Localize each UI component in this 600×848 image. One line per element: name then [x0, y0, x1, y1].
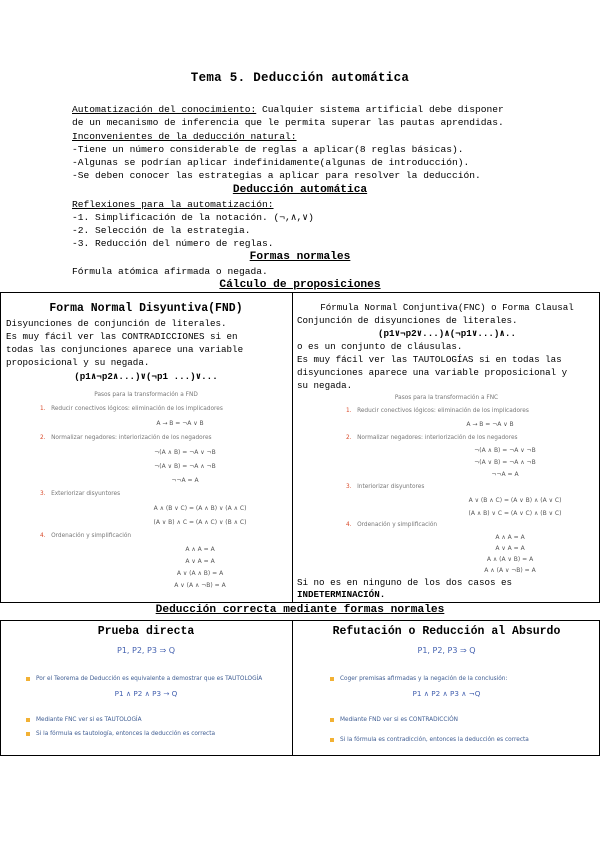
fnc-formula-2a: ¬(A ∧ B) = ¬A ∨ ¬B — [474, 447, 536, 454]
fnd-step-2: 2. Normalizar negadores: interiorización de los negadores — [40, 435, 212, 441]
fnd-formula-3a: A ∧ (B ∨ C) = (A ∧ B) ∨ (A ∧ C) — [153, 505, 247, 512]
fnd-line-3: todas las conjunciones aparece una variable — [6, 344, 244, 355]
bullet-icon — [330, 718, 334, 722]
fnd-line-2: Es muy fácil ver las CONTRADICCIONES si en — [6, 331, 238, 342]
fnc-formula-2c: ¬¬A = A — [491, 471, 519, 478]
deduccion-heading: Deducción automática — [232, 184, 368, 196]
fnc-line-3: disyunciones aparece una variable proposicional y — [297, 367, 568, 378]
fnd-formula-4b: A ∨ A = A — [185, 558, 215, 565]
intro-line-1 — [72, 104, 504, 115]
fnd-formula-3b: (A ∨ B) ∧ C = (A ∧ C) ∨ (B ∧ C) — [153, 519, 247, 526]
fnc-formula-4b: A ∨ A = A — [495, 545, 525, 552]
fnc-formula-1a: A → B = ¬A ∨ B — [466, 421, 514, 428]
calculo-divider — [292, 292, 293, 603]
fnd-formula-2c: ¬¬A = A — [171, 477, 199, 484]
directa-formula: P1 ∧ P2 ∧ P3 → Q — [114, 689, 178, 698]
directa-premisas: P1, P2, P3 ⇒ Q — [117, 646, 175, 655]
directa-bullet-1: Por el Teorema de Deducción es equivalente a demostrar que es TAUTOLOGÍA — [26, 676, 262, 682]
fnd-step-4: 4. Ordenación y simplificación — [40, 533, 132, 539]
directa-title: Prueba directa — [97, 625, 195, 638]
directa-bullet-3: Si la fórmula es tautología, entonces la deducción es correcta — [26, 731, 215, 737]
fnd-formula-4a: A ∧ A = A — [185, 546, 215, 553]
fnc-line-4: su negada. — [297, 380, 353, 391]
fnd-title: Forma Normal Disyuntiva(FND) — [49, 302, 243, 315]
fnc-footer-2: INDETERMINACIÓN. — [297, 589, 386, 600]
fnc-title-1: Fórmula Normal Conjuntiva(FNC) o Forma Clausal — [320, 302, 574, 313]
fnd-line-1: Disyunciones de conjunción de literales. — [6, 318, 227, 329]
refutacion-title: Refutación o Reducción al Absurdo — [332, 625, 561, 638]
fnd-line-4: proposicional y su negada. — [6, 357, 150, 368]
fnd-formula-1a: A → B = ¬A ∨ B — [156, 420, 204, 427]
fnd-formula-2b: ¬(A ∨ B) = ¬A ∧ ¬B — [154, 463, 216, 470]
inconveniente-3: -Se deben conocer las estrategias a aplicar para resolver la deducción. — [72, 170, 481, 181]
intro-line-2: de un mecanismo de inferencia que le permita superar las pautas aprendidas. — [72, 117, 504, 128]
formas-text: Fórmula atómica afirmada o negada. — [72, 266, 268, 277]
refutacion-bullet-1: Coger premisas afirmadas y la negación de la conclusión: — [330, 676, 507, 682]
fnc-footer-1: Si no es en ninguno de los dos casos es — [297, 577, 513, 588]
inconveniente-2: -Algunas se podrían aplicar indefinidamente(algunas de introducción). — [72, 157, 470, 168]
fnd-formula-4c: A ∨ (A ∧ B) = A — [176, 570, 224, 577]
refutacion-bullet-2: Mediante FND ver si es CONTRADICCIÓN — [330, 717, 458, 723]
fnc-line-1: o es un conjunto de cláusulas. — [297, 341, 463, 352]
automatizacion-label: Automatización del conocimiento: — [72, 104, 257, 115]
automatizacion-text: Cualquier sistema artificial debe disponer — [256, 104, 504, 115]
reflexiones-label: Reflexiones para la automatización: — [72, 199, 274, 210]
page-title: Tema 5. Deducción automática — [190, 71, 410, 85]
refutacion-premisas: P1, P2, P3 ⇒ Q — [417, 646, 476, 655]
fnc-step-3: 3. Interiorizar disyuntores — [346, 484, 425, 490]
formas-heading: Formas normales — [249, 251, 351, 263]
fnc-line-2: Es muy fácil ver las TAUTOLOGÍAS si en todas las — [297, 354, 562, 365]
fnc-step-2: 2. Normalizar negadores: interiorización de los negadores — [346, 435, 518, 441]
refutacion-bullet-3: Si la fórmula es contradicción, entonces la deducción es correcta — [330, 737, 529, 743]
fnc-formula: (p1∨¬p2∨...)∧(¬p1∨...)∧.. — [378, 328, 516, 339]
fnd-formula-2a: ¬(A ∧ B) = ¬A ∨ ¬B — [154, 449, 216, 456]
fnd-steps-title: Pasos para la transformación a FND — [94, 392, 198, 398]
calculo-heading: Cálculo de proposiciones — [219, 279, 381, 291]
reflexion-3: -3. Reducción del número de reglas. — [72, 238, 274, 249]
refutacion-formula: P1 ∧ P2 ∧ P3 ∧ ¬Q — [412, 689, 481, 698]
inconvenientes-label: Inconvenientes de la deducción natural: — [72, 131, 297, 142]
fnc-formula-3b: (A ∧ B) ∨ C = (A ∨ C) ∧ (B ∨ C) — [468, 510, 562, 517]
fnc-formula-4d: A ∧ (A ∨ ¬B) = A — [484, 567, 536, 574]
inconveniente-1: -Tiene un número considerable de reglas a aplicar(8 reglas básicas). — [72, 144, 464, 155]
fnc-steps-title: Pasos para la transformación a FNC — [394, 395, 499, 401]
bullet-icon — [26, 732, 30, 736]
fnc-formula-4c: A ∧ (A ∨ B) = A — [486, 556, 534, 563]
fnc-formula-3a: A ∨ (B ∧ C) = (A ∨ B) ∧ (A ∨ C) — [468, 497, 562, 504]
directa-bullet-2: Mediante FNC ver si es TAUTOLOGÍA — [26, 717, 142, 723]
fnc-formula-4a: A ∧ A = A — [495, 534, 525, 541]
fnc-formula-2b: ¬(A ∨ B) = ¬A ∧ ¬B — [474, 459, 536, 466]
bullet-icon — [330, 738, 334, 742]
fnd-step-3: 3. Exteriorizar disyuntores — [40, 491, 121, 497]
correcta-divider — [292, 620, 293, 756]
fnd-step-1: 1. Reducir conectivos lógicos: eliminación de los implicadores — [40, 406, 223, 412]
bullet-icon — [330, 677, 334, 681]
reflexion-1: -1. Simplificación de la notación. (¬,∧,∨) — [72, 212, 314, 223]
fnd-formula-4d: A ∨ (A ∧ ¬B) = A — [174, 582, 226, 589]
bullet-icon — [26, 677, 30, 681]
fnc-title-2: Conjunción de disyunciones de literales. — [297, 315, 518, 326]
fnd-formula: (p1∧¬p2∧...)∨(¬p1 ...)∨... — [74, 371, 218, 382]
fnc-step-4: 4. Ordenación y simplificación — [346, 522, 438, 528]
reflexion-2: -2. Selección de la estrategia. — [72, 225, 251, 236]
fnc-step-1: 1. Reducir conectivos lógicos: eliminación de los implicadores — [346, 408, 529, 414]
correcta-heading: Deducción correcta mediante formas normales — [155, 604, 445, 616]
bullet-icon — [26, 718, 30, 722]
